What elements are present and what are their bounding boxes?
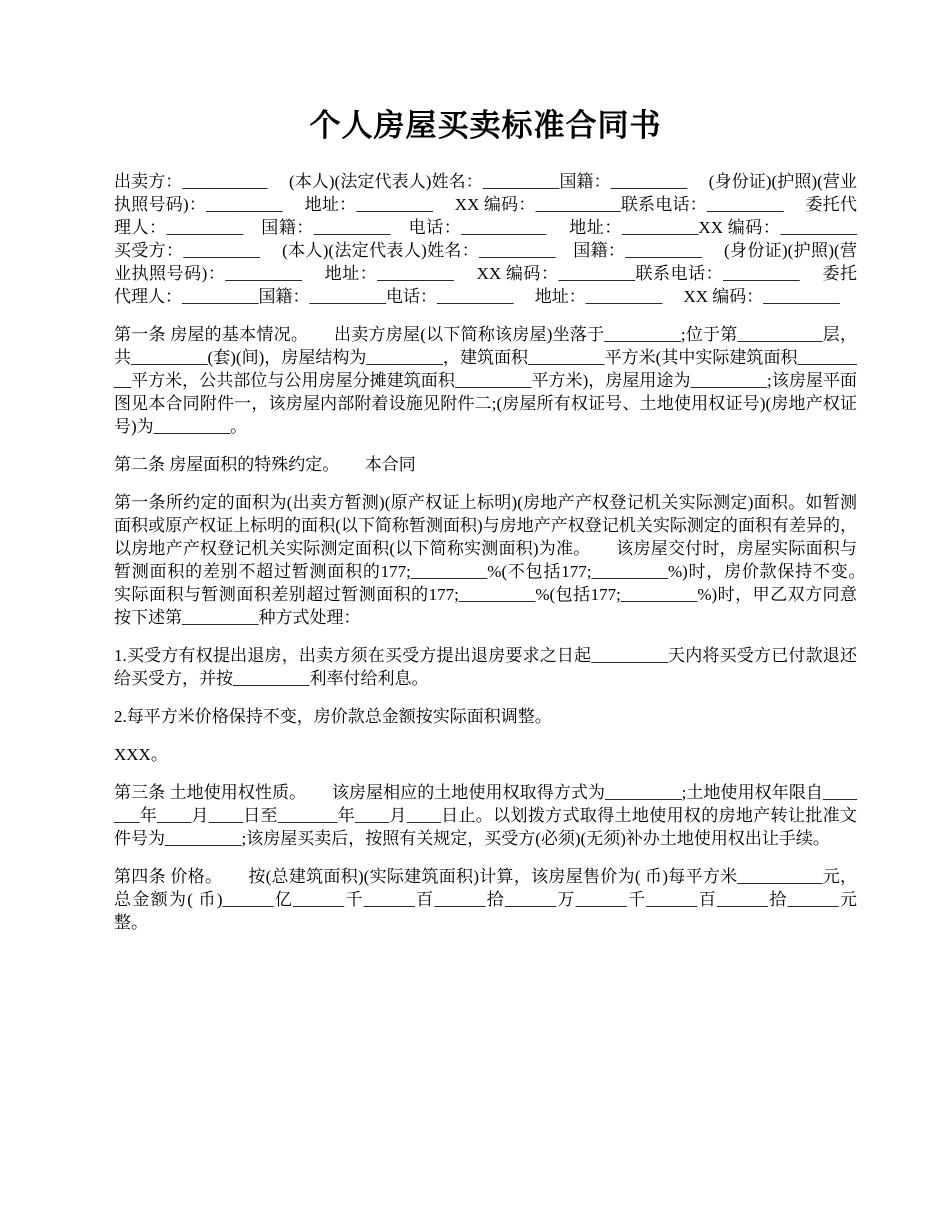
paragraph-article-1: 第一条 房屋的基本情况。 出卖方房屋(以下简称该房屋)坐落于_________;位于第__________层，共_________(套)(间)，房屋结构为_________，建筑面积_________平方米(其中实际建筑面积_________平方米，公共部位与公用房屋分摊建筑面积_________平方米)，房屋用途为_________;该房屋平面图见本合同附件一，该房屋内部附着设施见附件二;(房屋所有权证号、土地使用权证号)(房地产权证号)为_________。 [114,324,857,436]
document-body [114,170,891,934]
paragraph-article-3: 第三条 土地使用权性质。 该房屋相应的土地使用权取得方式为_________;土地使用权年限自_______年____月____日至_______年____月____日止。以划拨方式取得土地使用权的房地产转让批准文件号为_________;该房屋买卖后，按照有关规定，买受方(必须)(无须)补办土地使用权出让手续。 [114,782,857,848]
paragraph-option-2: 2.每平方米价格保持不变，房价款总金额按实际面积调整。 [114,706,552,726]
document-title: 个人房屋买卖标准合同书 [309,108,662,143]
paragraph-article-2-body: 第一条所约定的面积为(出卖方暂测)(原产权证上标明)(房地产产权登记机关实际测定)面积。如暂测面积或原产权证上标明的面积(以下简称暂测面积)与房地产产权登记机关实际测定的面积有差异的，以房地产产权登记机关实际测定面积(以下简称实测面积)为准。 该房屋交付时，房屋实际面积与暂测面积的差别不超过暂测面积的177;_________%(不包括177;_________%)时，房价款保持不变。 实际面积与暂测面积差别超过暂测面积的177;_________%(包括177;_________%)时，甲乙双方同意按下述第_________种方式处理： [114,492,891,627]
paragraph-article-4: 第四条 价格。 按(总建筑面积)(实际建筑面积)计算，该房屋售价为( 币)每平方米__________元，总金额为( 币)______亿______千______百______拾______万______千______百______拾______元整。 [114,866,857,932]
paragraph-parties: 出卖方：__________ (本人)(法定代表人)姓名：_________国籍：_________ (身份证)(护照)(营业执照号码)：_________ 地址：_________ XX 编码：__________联系电话：_________ 委托代理人：_________ 国籍：_________ 电话：__________ 地址：_________XX 编码：_________ 买受方：_________ (本人)(法定代表人)姓名：_________ 国籍：_________ (身份证)(护照)(营业执照号码)：_________ 地址：_________ XX 编码：_________联系电话：_________ 委托代理人：_________国籍：_________电话：_________ 地址：_________ XX 编码：_________ [114,171,879,306]
paragraph-option-1: 1.买受方有权提出退房，出卖方须在买受方提出退房要求之日起_________天内将买受方已付款退还给买受方，并按_________利率付给利息。 [114,645,857,688]
paragraph-xxx: XXX。 [114,744,168,764]
paragraph-article-2-heading: 第二条 房屋面积的特殊约定。 本合同 [114,454,416,474]
